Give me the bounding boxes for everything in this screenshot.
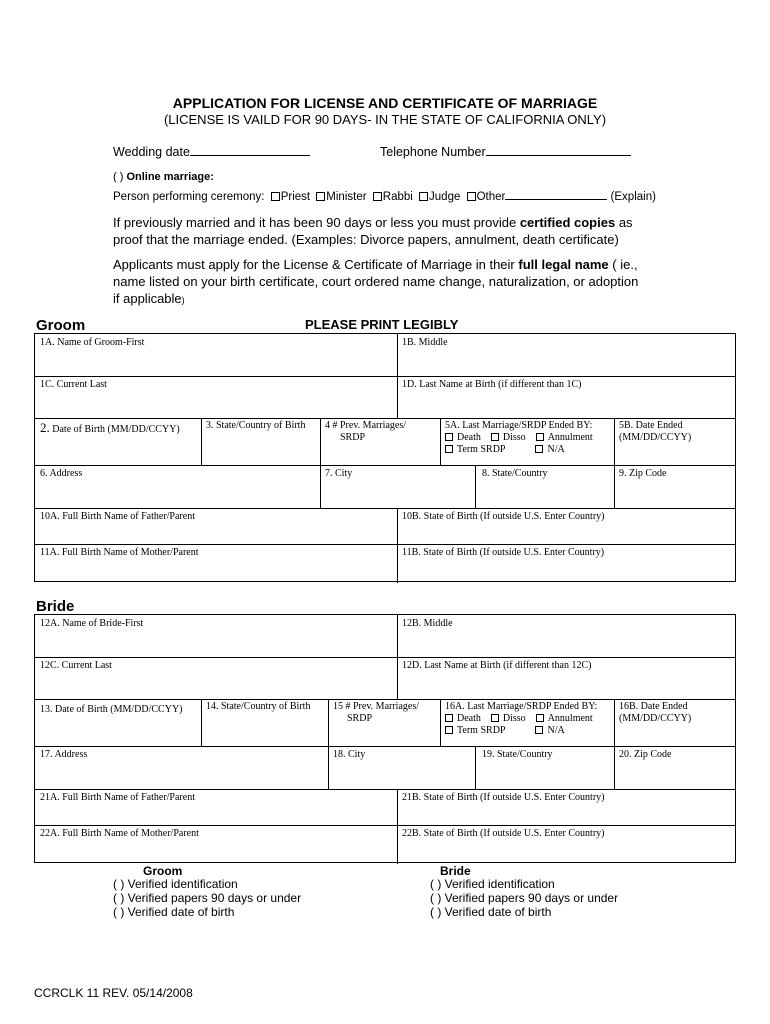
groom-address-field[interactable]: 6. Address xyxy=(40,468,83,479)
bride-prev-marriages-label: 15 # Prev. Marriages/ xyxy=(333,701,419,712)
groom-disso-label: Disso xyxy=(502,432,526,443)
groom-birth-last-field[interactable]: 1D. Last Name at Birth (if different than 1C) xyxy=(402,379,582,390)
bride-mother-name-field[interactable]: 22A. Full Birth Name of Mother/Parent xyxy=(40,828,199,839)
groom-mother-name-field[interactable]: 11A. Full Birth Name of Mother/Parent xyxy=(40,547,199,558)
judge-checkbox[interactable] xyxy=(419,192,428,201)
bride-marriage-ended-by xyxy=(445,701,597,737)
telephone-label: Telephone Number xyxy=(380,145,486,159)
groom-city-field[interactable]: 7. City xyxy=(325,468,353,479)
groom-na-checkbox[interactable] xyxy=(535,445,543,453)
notice1-pre: If previously married and it has been 90 days or less you must provide xyxy=(113,215,520,230)
bride-death-checkbox[interactable] xyxy=(445,714,453,722)
verify-groom-list xyxy=(113,877,301,919)
priest-label: Priest xyxy=(280,191,311,203)
bride-heading: Bride xyxy=(36,598,75,615)
bride-current-last-field[interactable]: 12C. Current Last xyxy=(40,660,112,671)
groom-mother-birthplace-field[interactable]: 11B. State of Birth (If outside U.S. Enter Country) xyxy=(402,547,605,558)
online-marriage-line xyxy=(113,171,214,183)
bride-date-ended-label: 16B. Date Ended xyxy=(619,701,688,712)
groom-date-ended-field[interactable] xyxy=(619,420,691,444)
bride-annulment-label: Annulment xyxy=(547,713,593,724)
groom-father-birthplace-field[interactable]: 10B. State of Birth (If outside U.S. Enter Country) xyxy=(402,511,605,522)
groom-zip-field[interactable]: 9. Zip Code xyxy=(619,468,667,479)
minister-checkbox[interactable] xyxy=(316,192,325,201)
bride-prev-marriages-srdp: SRDP xyxy=(347,713,373,724)
form-title: APPLICATION FOR LICENSE AND CERTIFICATE OF MARRIAGE xyxy=(172,95,598,111)
performer-line xyxy=(113,187,656,203)
bride-birth-place-field[interactable]: 14. State/Country of Birth xyxy=(206,701,311,712)
groom-first-name-field[interactable]: 1A. Name of Groom-First xyxy=(40,337,145,348)
groom-father-name-field[interactable]: 10A. Full Birth Name of Father/Parent xyxy=(40,511,195,522)
bride-na-label: N/A xyxy=(547,725,565,736)
bride-date-ended-field[interactable] xyxy=(619,701,691,725)
verify-groom-dob[interactable]: ( ) Verified date of birth xyxy=(113,905,235,919)
groom-state-field[interactable]: 8. State/Country xyxy=(482,468,548,479)
form-revision-id: CCRCLK 11 REV. 05/14/2008 xyxy=(34,986,193,1000)
online-marriage-label: Online marriage: xyxy=(126,171,214,183)
priest-checkbox[interactable] xyxy=(271,192,280,201)
rabbi-label: Rabbi xyxy=(382,191,413,203)
notice1-post: as proof that the marriage ended. (Examples: Divorce papers, annulment, death certificate) xyxy=(113,215,633,247)
notice-legal-name xyxy=(113,256,648,309)
explain-label: (Explain) xyxy=(610,191,656,203)
print-legibly-notice: PLEASE PRINT LEGIBLY xyxy=(305,317,459,332)
bride-na-checkbox[interactable] xyxy=(535,726,543,734)
verify-bride-heading: Bride xyxy=(440,864,471,878)
groom-birth-place-field[interactable]: 3. State/Country of Birth xyxy=(206,420,306,431)
minister-label: Minister xyxy=(326,191,367,203)
other-checkbox[interactable] xyxy=(467,192,476,201)
bride-middle-name-field[interactable]: 12B. Middle xyxy=(402,618,453,629)
groom-na-label: N/A xyxy=(547,444,565,455)
groom-prev-marriages-srdp: SRDP xyxy=(340,432,366,443)
bride-state-field[interactable]: 19. State/Country xyxy=(482,749,553,760)
bride-father-name-field[interactable]: 21A. Full Birth Name of Father/Parent xyxy=(40,792,195,803)
groom-date-ended-label: 5B. Date Ended xyxy=(619,420,683,431)
groom-marriage-ended-by xyxy=(445,420,593,456)
bride-ended-by-title: 16A. Last Marriage/SRDP Ended BY: xyxy=(445,701,598,712)
groom-term-srdp-label: Term SRDP xyxy=(457,444,506,455)
notice2-close: ) xyxy=(181,295,185,305)
groom-death-label: Death xyxy=(457,432,481,443)
groom-dob-field[interactable] xyxy=(40,422,180,436)
groom-middle-name-field[interactable]: 1B. Middle xyxy=(402,337,448,348)
bride-prev-marriages-field[interactable] xyxy=(333,701,419,725)
bride-dob-field[interactable]: 13. Date of Birth (MM/DD/CCYY) xyxy=(40,704,183,715)
bride-disso-checkbox[interactable] xyxy=(491,714,499,722)
groom-ended-by-title: 5A. Last Marriage/SRDP Ended BY: xyxy=(445,420,593,431)
bride-table xyxy=(34,614,736,863)
groom-date-ended-format: (MM/DD/CCYY) xyxy=(619,432,692,443)
bride-date-ended-format: (MM/DD/CCYY) xyxy=(619,713,692,724)
verify-groom-heading: Groom xyxy=(143,864,183,878)
verify-bride-list xyxy=(430,877,618,919)
groom-term-srdp-checkbox[interactable] xyxy=(445,445,453,453)
groom-prev-marriages-field[interactable] xyxy=(325,420,406,444)
verify-bride-dob[interactable]: ( ) Verified date of birth xyxy=(430,905,552,919)
telephone-field[interactable] xyxy=(380,143,631,159)
groom-disso-checkbox[interactable] xyxy=(491,433,499,441)
form-subtitle: (LICENSE IS VAILD FOR 90 DAYS- IN THE STATE OF CALIFORNIA ONLY) xyxy=(163,112,607,127)
groom-annulment-label: Annulment xyxy=(547,432,593,443)
online-marriage-checkbox[interactable]: ( ) xyxy=(113,171,124,183)
bride-birth-last-field[interactable]: 12D. Last Name at Birth (if different than 12C) xyxy=(402,660,592,671)
notice2-post: ( ie., name listed on your birth certificate, court ordered name change, naturalization, or adoption if applicable xyxy=(113,257,639,306)
verify-groom-papers[interactable]: ( ) Verified papers 90 days or under xyxy=(113,891,302,905)
groom-dob-number: 2. xyxy=(40,420,50,435)
verify-bride-identification[interactable]: ( ) Verified identification xyxy=(430,877,555,891)
bride-mother-birthplace-field[interactable]: 22B. State of Birth (If outside U.S. Enter Country) xyxy=(402,828,605,839)
wedding-date-label: Wedding date xyxy=(113,145,190,159)
performer-label: Person performing ceremony: xyxy=(113,191,265,203)
other-label: Other xyxy=(476,191,506,203)
groom-prev-marriages-label: 4 # Prev. Marriages/ xyxy=(325,420,406,431)
wedding-date-field[interactable] xyxy=(113,143,310,159)
groom-table xyxy=(34,333,736,582)
bride-disso-label: Disso xyxy=(502,713,526,724)
groom-dob-label: Date of Birth (MM/DD/CCYY) xyxy=(52,424,180,435)
groom-current-last-field[interactable]: 1C. Current Last xyxy=(40,379,107,390)
bride-city-field[interactable]: 18. City xyxy=(333,749,366,760)
other-explain-input[interactable] xyxy=(505,187,607,200)
verify-bride-papers[interactable]: ( ) Verified papers 90 days or under xyxy=(430,891,619,905)
rabbi-checkbox[interactable] xyxy=(373,192,382,201)
bride-annulment-checkbox[interactable] xyxy=(536,714,544,722)
verify-groom-identification[interactable]: ( ) Verified identification xyxy=(113,877,238,891)
bride-term-srdp-checkbox[interactable] xyxy=(445,726,453,734)
groom-annulment-checkbox[interactable] xyxy=(536,433,544,441)
judge-label: Judge xyxy=(429,191,461,203)
groom-death-checkbox[interactable] xyxy=(445,433,453,441)
groom-heading: Groom xyxy=(36,317,86,334)
notice1-bold: certified copies xyxy=(519,215,616,230)
bride-death-label: Death xyxy=(457,713,481,724)
bride-term-srdp-label: Term SRDP xyxy=(457,725,506,736)
bride-zip-field[interactable]: 20. Zip Code xyxy=(619,749,672,760)
bride-address-field[interactable]: 17. Address xyxy=(40,749,88,760)
bride-father-birthplace-field[interactable]: 21B. State of Birth (If outside U.S. Enter Country) xyxy=(402,792,605,803)
notice2-pre: Applicants must apply for the License & Certificate of Marriage in their xyxy=(113,257,519,272)
notice2-bold: full legal name xyxy=(518,257,609,272)
notice-certified-copies xyxy=(113,214,643,248)
bride-first-name-field[interactable]: 12A. Name of Bride-First xyxy=(40,618,144,629)
